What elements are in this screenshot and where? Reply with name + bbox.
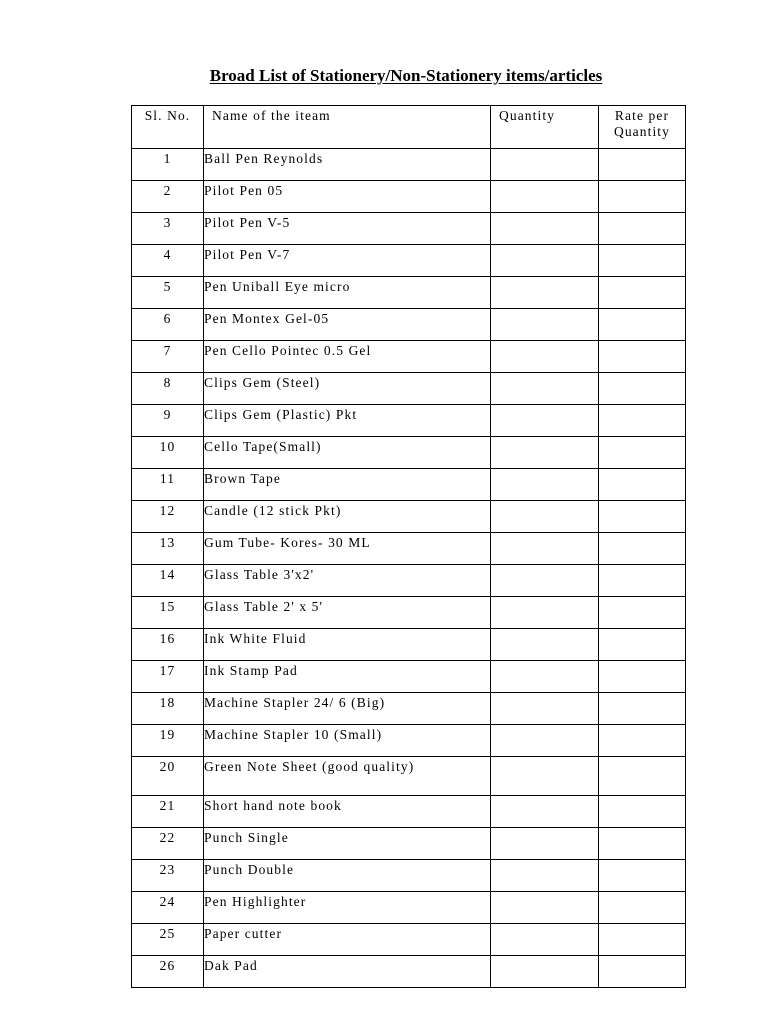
row-item-name: Clips Gem (Plastic) Pkt <box>204 405 491 437</box>
row-sl-no: 4 <box>132 245 204 277</box>
row-rate <box>599 629 686 661</box>
table-row <box>132 149 686 181</box>
row-quantity <box>491 373 599 405</box>
row-rate <box>599 245 686 277</box>
row-item-name: Green Note Sheet (good quality) <box>204 757 491 796</box>
row-rate <box>599 956 686 988</box>
row-quantity <box>491 924 599 956</box>
row-sl-no: 13 <box>132 533 204 565</box>
row-sl-no: 20 <box>132 757 204 796</box>
row-sl-no: 7 <box>132 341 204 373</box>
row-rate <box>599 892 686 924</box>
row-sl-no: 19 <box>132 725 204 757</box>
row-rate <box>599 437 686 469</box>
row-rate <box>599 860 686 892</box>
row-rate <box>599 405 686 437</box>
row-rate <box>599 213 686 245</box>
row-rate <box>599 533 686 565</box>
row-quantity <box>491 860 599 892</box>
header-rate-per-quantity <box>599 106 686 149</box>
row-quantity <box>491 469 599 501</box>
row-sl-no: 3 <box>132 213 204 245</box>
table-row <box>132 725 686 757</box>
row-sl-no: 24 <box>132 892 204 924</box>
row-item-name: Cello Tape(Small) <box>204 437 491 469</box>
row-item-name: Pen Cello Pointec 0.5 Gel <box>204 341 491 373</box>
table-row <box>132 860 686 892</box>
table-header-row <box>132 106 686 149</box>
table-row <box>132 373 686 405</box>
row-quantity <box>491 405 599 437</box>
header-rate-line-2: Quantity <box>613 124 671 139</box>
table-row <box>132 309 686 341</box>
row-quantity <box>491 757 599 796</box>
row-item-name: Machine Stapler 10 (Small) <box>204 725 491 757</box>
row-sl-no: 18 <box>132 693 204 725</box>
row-quantity <box>491 796 599 828</box>
row-quantity <box>491 565 599 597</box>
row-sl-no: 26 <box>132 956 204 988</box>
row-rate <box>599 693 686 725</box>
table-row <box>132 533 686 565</box>
row-item-name: Punch Single <box>204 828 491 860</box>
row-rate <box>599 796 686 828</box>
row-item-name: Brown Tape <box>204 469 491 501</box>
header-quantity: Quantity <box>491 106 599 149</box>
row-item-name: Glass Table 3'x2' <box>204 565 491 597</box>
row-sl-no: 8 <box>132 373 204 405</box>
row-quantity <box>491 629 599 661</box>
row-rate <box>599 181 686 213</box>
row-quantity <box>491 892 599 924</box>
row-rate <box>599 341 686 373</box>
row-rate <box>599 757 686 796</box>
table-row <box>132 181 686 213</box>
row-item-name: Ink White Fluid <box>204 629 491 661</box>
row-rate <box>599 924 686 956</box>
table-row <box>132 693 686 725</box>
row-item-name: Gum Tube- Kores- 30 ML <box>204 533 491 565</box>
row-quantity <box>491 661 599 693</box>
row-quantity <box>491 309 599 341</box>
row-rate <box>599 565 686 597</box>
row-rate <box>599 725 686 757</box>
header-rate-line-1: Rate per <box>614 108 670 123</box>
table-row <box>132 341 686 373</box>
row-rate <box>599 373 686 405</box>
row-sl-no: 16 <box>132 629 204 661</box>
row-item-name: Glass Table 2' x 5' <box>204 597 491 629</box>
row-quantity <box>491 245 599 277</box>
row-item-name: Pilot Pen 05 <box>204 181 491 213</box>
row-rate <box>599 597 686 629</box>
row-quantity <box>491 597 599 629</box>
row-quantity <box>491 341 599 373</box>
row-sl-no: 5 <box>132 277 204 309</box>
row-item-name: Short hand note book <box>204 796 491 828</box>
row-quantity <box>491 828 599 860</box>
row-item-name: Dak Pad <box>204 956 491 988</box>
table-row <box>132 892 686 924</box>
row-rate <box>599 469 686 501</box>
row-sl-no: 25 <box>132 924 204 956</box>
row-quantity <box>491 277 599 309</box>
row-quantity <box>491 181 599 213</box>
table-row <box>132 661 686 693</box>
row-item-name: Paper cutter <box>204 924 491 956</box>
row-sl-no: 12 <box>132 501 204 533</box>
document-title: Broad List of Stationery/Non-Stationery items/articles <box>209 66 603 85</box>
row-sl-no: 23 <box>132 860 204 892</box>
row-sl-no: 21 <box>132 796 204 828</box>
header-sl-no: Sl. No. <box>132 106 204 149</box>
row-sl-no: 14 <box>132 565 204 597</box>
table-row <box>132 565 686 597</box>
table-row <box>132 405 686 437</box>
table-row <box>132 501 686 533</box>
row-item-name: Pen Uniball Eye micro <box>204 277 491 309</box>
row-sl-no: 22 <box>132 828 204 860</box>
table-row <box>132 828 686 860</box>
items-table <box>131 105 686 988</box>
row-quantity <box>491 956 599 988</box>
row-sl-no: 1 <box>132 149 204 181</box>
row-item-name: Clips Gem (Steel) <box>204 373 491 405</box>
row-quantity <box>491 533 599 565</box>
row-item-name: Punch Double <box>204 860 491 892</box>
row-item-name: Pilot Pen V-5 <box>204 213 491 245</box>
row-item-name: Candle (12 stick Pkt) <box>204 501 491 533</box>
row-sl-no: 6 <box>132 309 204 341</box>
table-row <box>132 277 686 309</box>
row-rate <box>599 828 686 860</box>
row-sl-no: 11 <box>132 469 204 501</box>
table-row <box>132 629 686 661</box>
row-item-name: Machine Stapler 24/ 6 (Big) <box>204 693 491 725</box>
row-rate <box>599 149 686 181</box>
table-row <box>132 437 686 469</box>
table-row <box>132 245 686 277</box>
row-item-name: Pen Montex Gel-05 <box>204 309 491 341</box>
table-row <box>132 757 686 796</box>
table-row <box>132 924 686 956</box>
row-quantity <box>491 501 599 533</box>
row-rate <box>599 501 686 533</box>
row-item-name: Pen Highlighter <box>204 892 491 924</box>
row-quantity <box>491 693 599 725</box>
row-quantity <box>491 149 599 181</box>
row-rate <box>599 661 686 693</box>
row-sl-no: 17 <box>132 661 204 693</box>
row-quantity <box>491 437 599 469</box>
table-row <box>132 956 686 988</box>
row-sl-no: 15 <box>132 597 204 629</box>
table-row <box>132 469 686 501</box>
row-sl-no: 9 <box>132 405 204 437</box>
table-row <box>132 796 686 828</box>
row-item-name: Ball Pen Reynolds <box>204 149 491 181</box>
row-item-name: Pilot Pen V-7 <box>204 245 491 277</box>
table-row <box>132 597 686 629</box>
row-quantity <box>491 725 599 757</box>
row-item-name: Ink Stamp Pad <box>204 661 491 693</box>
row-rate <box>599 309 686 341</box>
table-row <box>132 213 686 245</box>
header-item-name: Name of the iteam <box>204 106 491 149</box>
row-rate <box>599 277 686 309</box>
row-sl-no: 10 <box>132 437 204 469</box>
row-quantity <box>491 213 599 245</box>
row-sl-no: 2 <box>132 181 204 213</box>
